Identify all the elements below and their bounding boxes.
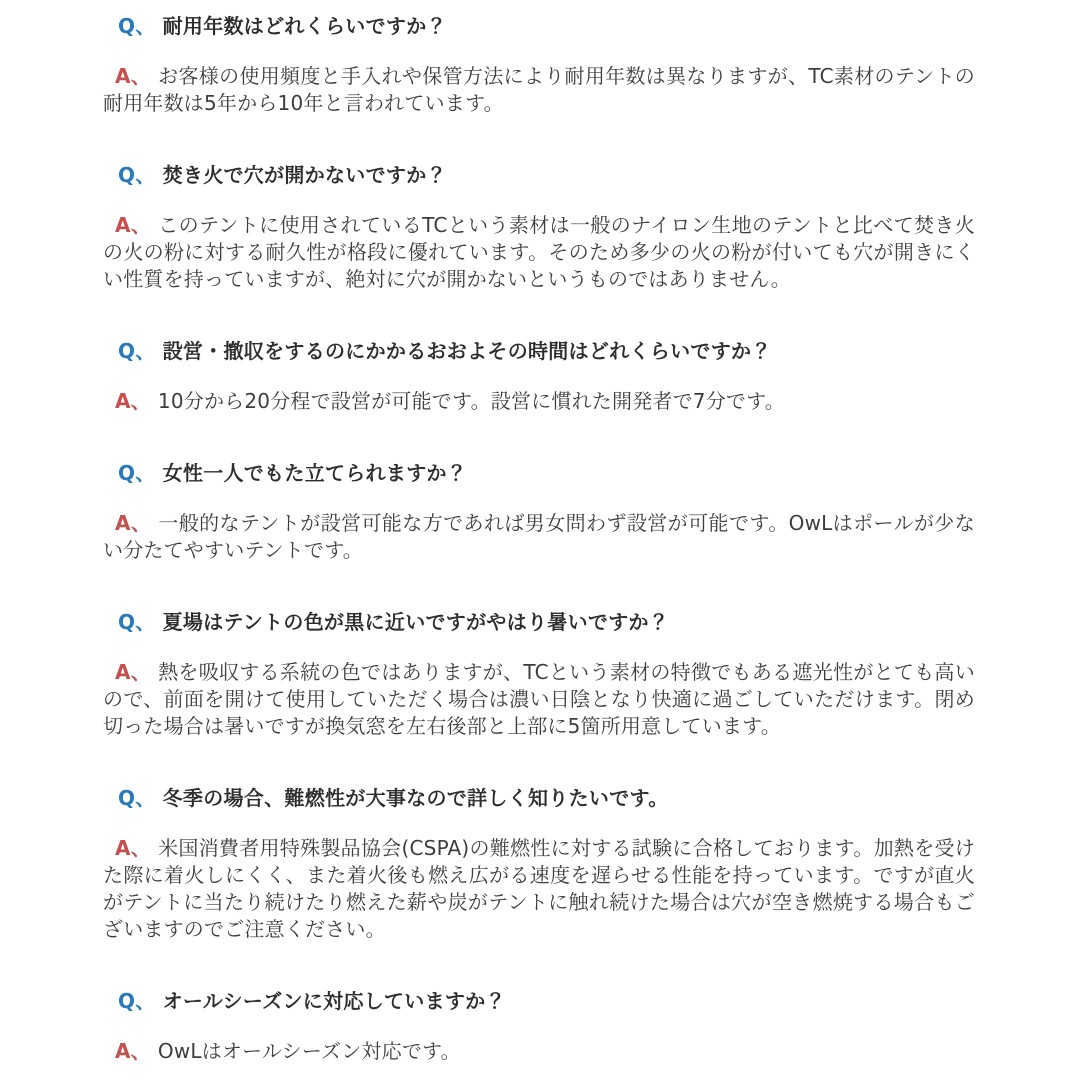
answer-a-marker: A、 [115,836,152,860]
faq-question-text: 女性一人でもた立てられますか？ [162,461,468,485]
faq-question-text: 耐用年数はどれくらいですか？ [162,14,447,38]
faq-item [103,339,975,415]
faq-item [103,989,975,1065]
question-q-marker: Q、 [118,461,156,485]
faq-answer [103,212,975,293]
faq-question-text: 冬季の場合、難燃性が大事なので詳しく知りたいです。 [162,786,669,810]
answer-a-marker: A、 [115,213,152,237]
faq-answer [103,835,975,943]
faq-answer-text: このテントに使用されているTCという素材は一般のナイロン生地のテントと比べて焚き火の火の粉に対する耐久性が格段に優れています。そのため多少の火の粉が付いても穴が開きにくい性質を持っていますが、絶対に穴が開かないというものではありません。 [103,213,975,291]
question-q-marker: Q、 [118,339,156,363]
faq-question [103,14,975,38]
faq-answer-text: 10分から20分程で設営が可能です。設営に慣れた開発者で7分です。 [157,389,785,413]
answer-a-marker: A、 [115,1039,151,1063]
faq-question [103,339,975,363]
question-q-marker: Q、 [118,989,156,1013]
faq-question [103,610,975,634]
answer-a-marker: A、 [115,511,152,535]
faq-answer-text: お客様の使用頻度と手入れや保管方法により耐用年数は異なりますが、TC素材のテントの耐用年数は5年から10年と言われています。 [103,64,975,115]
faq-answer-text: 一般的なテントが設営可能な方であれば男女問わず設営が可能です。OwLはポールが少ない分たてやすいテントです。 [103,511,975,562]
faq-question [103,786,975,810]
faq-answer [103,659,975,740]
faq-question [103,989,975,1013]
faq-list [103,14,975,1065]
faq-question-text: 夏場はテントの色が黒に近いですがやはり暑いですか？ [162,610,670,634]
faq-answer [103,1038,975,1065]
faq-answer-text: OwLはオールシーズン対応です。 [157,1039,461,1063]
question-q-marker: Q、 [118,610,156,634]
faq-item [103,461,975,564]
faq-item [103,610,975,740]
faq-answer [103,510,975,564]
answer-a-marker: A、 [115,660,152,684]
faq-question-text: オールシーズンに対応していますか？ [162,989,506,1013]
faq-question-text: 焚き火で穴が開かないですか？ [162,163,447,187]
answer-a-marker: A、 [115,64,152,88]
faq-item [103,14,975,117]
faq-answer [103,63,975,117]
faq-answer-text: 米国消費者用特殊製品協会(CSPA)の難燃性に対する試験に合格しております。加熱を受けた際に着火しにくく、また着火後も燃え広がる速度を遅らせる性能を持っています。ですが直火がテントに当たり続けたり燃えた薪や炭がテントに触れ続けた場合は穴が空き燃焼する場合もございますのでご注意ください。 [103,836,975,941]
faq-item [103,786,975,943]
question-q-marker: Q、 [118,14,156,38]
question-q-marker: Q、 [118,163,156,187]
faq-item [103,163,975,293]
faq-question [103,163,975,187]
faq-answer-text: 熱を吸収する系統の色ではありますが、TCという素材の特徴でもある遮光性がとても高いので、前面を開けて使用していただく場合は濃い日陰となり快適に過ごしていただけます。閉め切った場合は暑いですが換気窓を左右後部と上部に5箇所用意しています。 [103,660,975,738]
faq-question [103,461,975,485]
faq-answer [103,388,975,415]
faq-question-text: 設営・撤収をするのにかかるおおよその時間はどれくらいですか？ [162,339,772,363]
question-q-marker: Q、 [118,786,156,810]
answer-a-marker: A、 [115,389,151,413]
